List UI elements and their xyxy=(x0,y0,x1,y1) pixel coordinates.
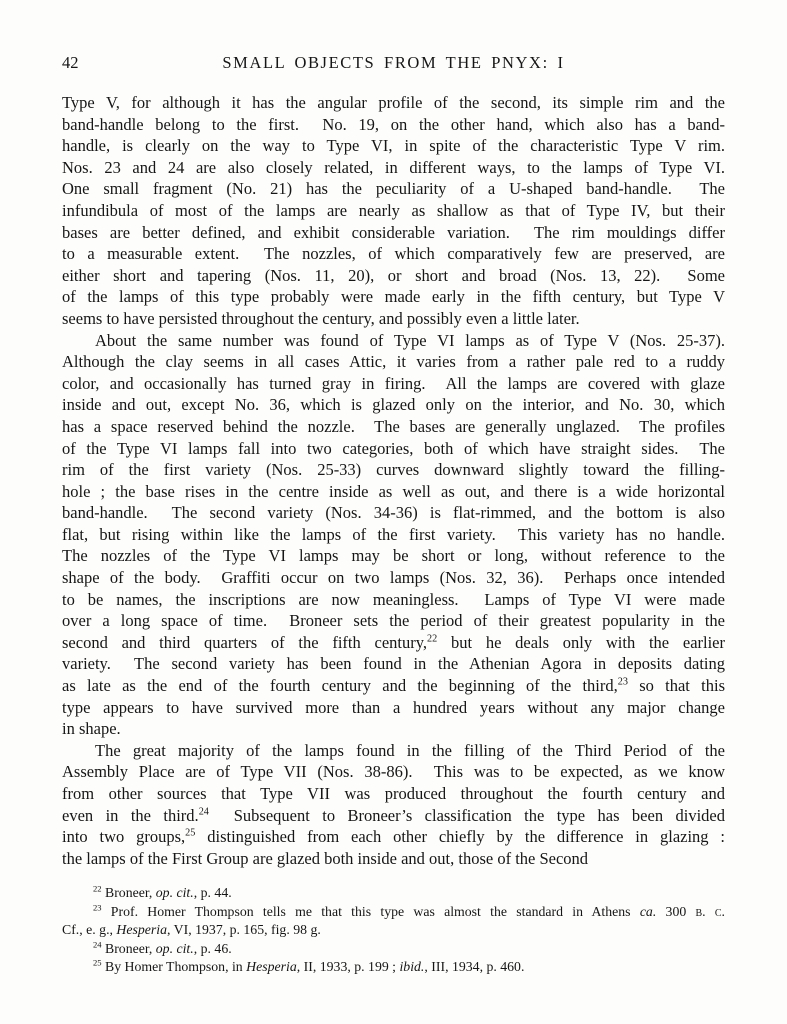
text-line: either short and tapering (Nos. 11, 20), or short and broad (Nos. 13, 22). Some xyxy=(62,265,725,285)
text-line: $^{22}$ Broneer, op. cit., p. 44. xyxy=(93,883,232,900)
text-line: in shape. xyxy=(62,719,121,739)
text-line: seems to have persisted throughout the century, and possibly even a little later. xyxy=(62,308,580,328)
text-line: Assembly Place are of Type VII (Nos. 38-86). This was to be expected, as we know xyxy=(62,762,725,782)
text-line: from other sources that Type VII was produced throughout the fourth century and xyxy=(62,784,725,803)
paragraph xyxy=(62,903,725,940)
text-line: Although the clay seems in all cases Attic, it varies from a rather pale red to a ruddy xyxy=(62,352,725,372)
text-line: as late as the end of the fourth century and the beginning of the third,$^{23}$ so that this xyxy=(62,676,725,696)
text-line: into two groups,$^{25}$ distinguished from each other chiefly by the difference in glazing : xyxy=(62,827,725,847)
text-line: even in the third.$^{24}$ Subsequent to Broneer’s classification the type has been divided xyxy=(62,805,725,825)
text-line: bases are better defined, and exhibit considerable variation. The rim mouldings differ xyxy=(62,222,725,242)
text-line: second and third quarters of the fifth century,$^{22}$ but he deals only with the earlier xyxy=(62,632,725,652)
body-text xyxy=(62,92,725,869)
footnotes-section xyxy=(62,884,725,977)
running-title: SMALL OBJECTS FROM THE PNYX: I xyxy=(222,53,565,72)
paragraph xyxy=(62,92,725,330)
paragraph xyxy=(62,330,725,740)
text-line: Nos. 23 and 24 are also closely related, in different ways, to the lamps of Type VI. xyxy=(62,157,725,177)
text-line: handle, is clearly on the way to Type VI, in spite of the characteristic Type V rim. xyxy=(62,136,725,156)
text-line: flat, but rising within like the lamps of the first variety. This variety has no handle. xyxy=(62,524,725,544)
text-line: the lamps of the First Group are glazed both inside and out, those of the Second xyxy=(62,848,589,868)
text-line: $^{24}$ Broneer, op. cit., p. 46. xyxy=(93,938,232,956)
text-line: rim of the first variety (Nos. 25-33) curves downward slightly toward the filling- xyxy=(62,460,725,480)
text-line: inside and out, except No. 36, which is glazed only on the interior, and No. 30, which xyxy=(62,395,725,415)
text-line: color, and occasionally has turned gray in firing. All the lamps are covered with glaze xyxy=(62,373,725,393)
text-line: band-handle. The second variety (Nos. 34-36) is flat-rimmed, and the bottom is also xyxy=(62,503,725,523)
page-number: 42 xyxy=(62,53,79,72)
text-line: variety. The second variety has been found in the Athenian Agora in deposits dating xyxy=(62,654,725,674)
text-line: hole ; the base rises in the centre inside as well as out, and there is a wide horizontal xyxy=(62,481,725,501)
text-line: Type V, for although it has the angular profile of the second, its simple rim and the xyxy=(62,93,725,112)
text-line: One small fragment (No. 21) has the peculiarity of a U-shaped band-handle. The xyxy=(62,179,725,199)
text-line: $^{23}$ Prof. Homer Thompson tells me that this type was almost the standard in Athens ca. 300 b. c. xyxy=(93,901,726,919)
text-line: The nozzles of the Type VI lamps may be short or long, without reference to the xyxy=(62,546,725,566)
text-line: infundibula of most of the lamps are nearly as shallow as that of Type IV, but their xyxy=(62,200,725,220)
text-line: band-handle belong to the first. No. 19, on the other hand, which also has a band- xyxy=(62,114,725,134)
text-line: over a long space of time. Broneer sets the period of their greatest popularity in the xyxy=(62,611,725,631)
page-header xyxy=(62,53,725,75)
text-line: of the lamps of this type probably were made early in the fifth century, but Type V xyxy=(62,287,725,307)
text-line: type appears to have survived more than a hundred years without any major change xyxy=(62,697,725,717)
paragraph xyxy=(62,940,725,959)
text-line: to be names, the inscriptions are now meaningless. Lamps of Type VI were made xyxy=(62,589,725,609)
text-line: Cf., e. g., Hesperia, VI, 1937, p. 165, fig. 98 g. xyxy=(62,922,321,937)
text-line: The great majority of the lamps found in the filling of the Third Period of the xyxy=(95,740,725,760)
text-line: shape of the body. Graffiti occur on two lamps (Nos. 32, 36). Perhaps once intended xyxy=(62,568,725,588)
text-line: has a space reserved behind the nozzle. The bases are generally unglazed. The profiles xyxy=(62,416,725,436)
text-line: $^{25}$ By Homer Thompson, in Hesperia, II, 1933, p. 199 ; ibid., III, 1934, p. 460. xyxy=(93,957,525,974)
paragraph xyxy=(62,740,725,870)
text-line: of the Type VI lamps fall into two categories, both of which have straight sides. The xyxy=(62,438,725,458)
text-line: About the same number was found of Type VI lamps as of Type V (Nos. 25-37). xyxy=(95,330,725,350)
paragraph xyxy=(62,884,725,903)
paragraph xyxy=(62,958,725,977)
text-line: to a measurable extent. The nozzles, of which comparatively few are preserved, are xyxy=(62,244,725,264)
